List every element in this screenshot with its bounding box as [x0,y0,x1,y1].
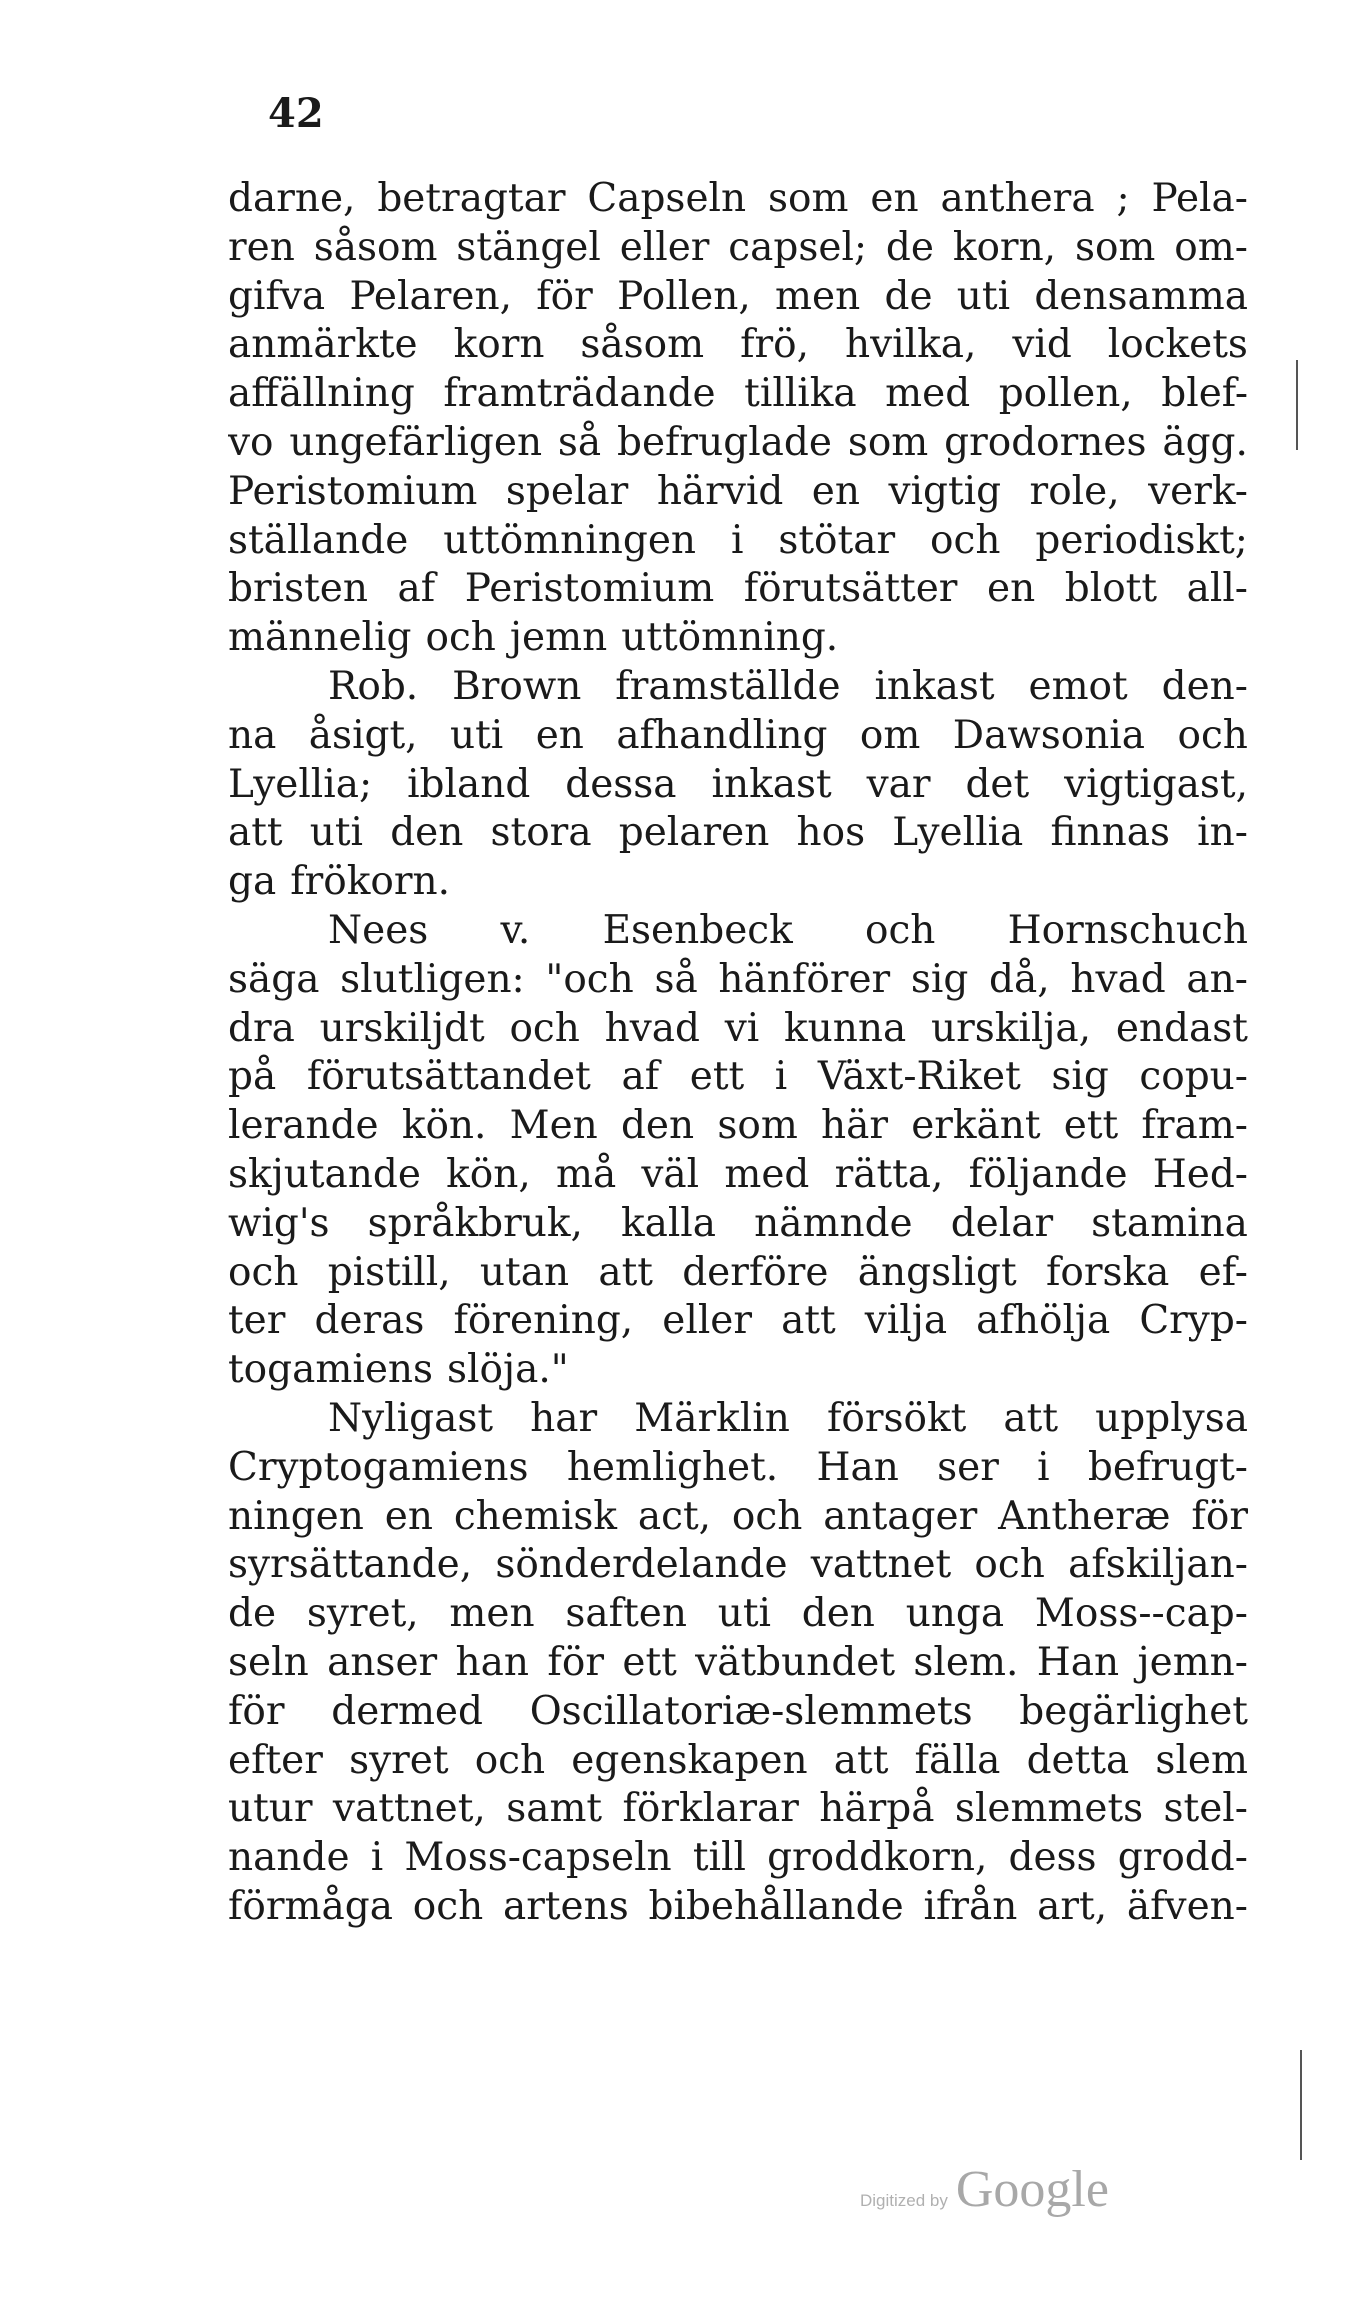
text-line: för dermed Oscillatoriæ-slemmets begärlighet [228,1688,1248,1734]
text-line: ter deras förening, eller att vilja afhölja Cryp- [228,1298,1248,1344]
text-line: Nees v. Esenbeck och Hornschuch [328,907,1248,953]
text-line: dra urskiljdt och hvad vi kunna urskilja, endast [228,1005,1248,1051]
text-line: ren såsom stängel eller capsel; de korn, som om- [228,224,1248,270]
digitized-by-label: Digitized by [860,2191,948,2210]
text-line: wig's språkbruk, kalla nämnde delar stamina [228,1200,1248,1246]
google-watermark [860,2160,1109,2219]
text-line: de syret, men saften uti den unga Moss--cap- [228,1591,1248,1637]
text-line: Cryptogamiens hemlighet. Han ser i befrugt- [228,1444,1248,1490]
text-line: männelig och jemn uttömning. [228,615,839,661]
text-line: affällning framträdande tillika med pollen, blef- [228,371,1248,417]
text-line: Lyellia; ibland dessa inkast var det vigtigast, [228,761,1248,807]
text-line: och pistill, utan att derföre ängsligt forska ef- [228,1249,1248,1295]
text-line: anmärkte korn såsom frö, hvilka, vid lockets [228,322,1248,368]
text-line: darne, betragtar Capseln som en anthera ; Pela- [228,176,1248,221]
text-line: vo ungefärligen så befruglade som grodornes ägg. [228,419,1248,465]
page-number: 42 [268,90,324,137]
text-line: bristen af Peristomium förutsätter en blott all- [228,566,1248,612]
margin-mark [1296,360,1298,450]
text-line: skjutande kön, må väl med rätta, följande Hed- [228,1151,1248,1197]
text-line: Nyligast har Märklin försökt att upplysa [328,1395,1248,1441]
text-line: ställande uttömningen i stötar och periodiskt; [228,517,1248,563]
text-line: na åsigt, uti en afhandling om Dawsonia och [228,712,1248,758]
text-line: lerande kön. Men den som här erkänt ett fram- [228,1103,1248,1149]
google-logo: Google [955,2161,1109,2218]
text-line: säga slutligen: "och så hänförer sig då, hvad an- [228,956,1248,1002]
text-line: på förutsättandet af ett i Växt-Riket sig copu- [228,1054,1248,1100]
text-line: Rob. Brown framställde inkast emot den- [328,663,1248,709]
text-line: förmåga och artens bibehållande ifrån art, äfven- [228,1883,1248,1929]
text-line: syrsättande, sönderdelande vattnet och afskiljan- [228,1542,1248,1588]
text-line: efter syret och egenskapen att fälla detta slem [228,1737,1248,1783]
text-line: utur vattnet, samt förklarar härpå slemmets stel- [228,1786,1248,1832]
text-line: seln anser han för ett vätbundet slem. Han jemn- [228,1639,1248,1685]
margin-mark [1300,2050,1302,2160]
body-text [228,175,1248,1932]
text-line: ningen en chemisk act, och antager Antheræ för [228,1493,1248,1539]
text-line: att uti den stora pelaren hos Lyellia finnas in- [228,810,1248,856]
text-line: nande i Moss-capseln till groddkorn, dess grodd- [228,1835,1248,1881]
text-line: gifva Pelaren, för Pollen, men de uti densamma [228,273,1248,319]
text-line: ga frökorn. [228,859,451,905]
text-line: togamiens slöja." [228,1347,569,1393]
text-line: Peristomium spelar härvid en vigtig role, verk- [228,468,1248,514]
